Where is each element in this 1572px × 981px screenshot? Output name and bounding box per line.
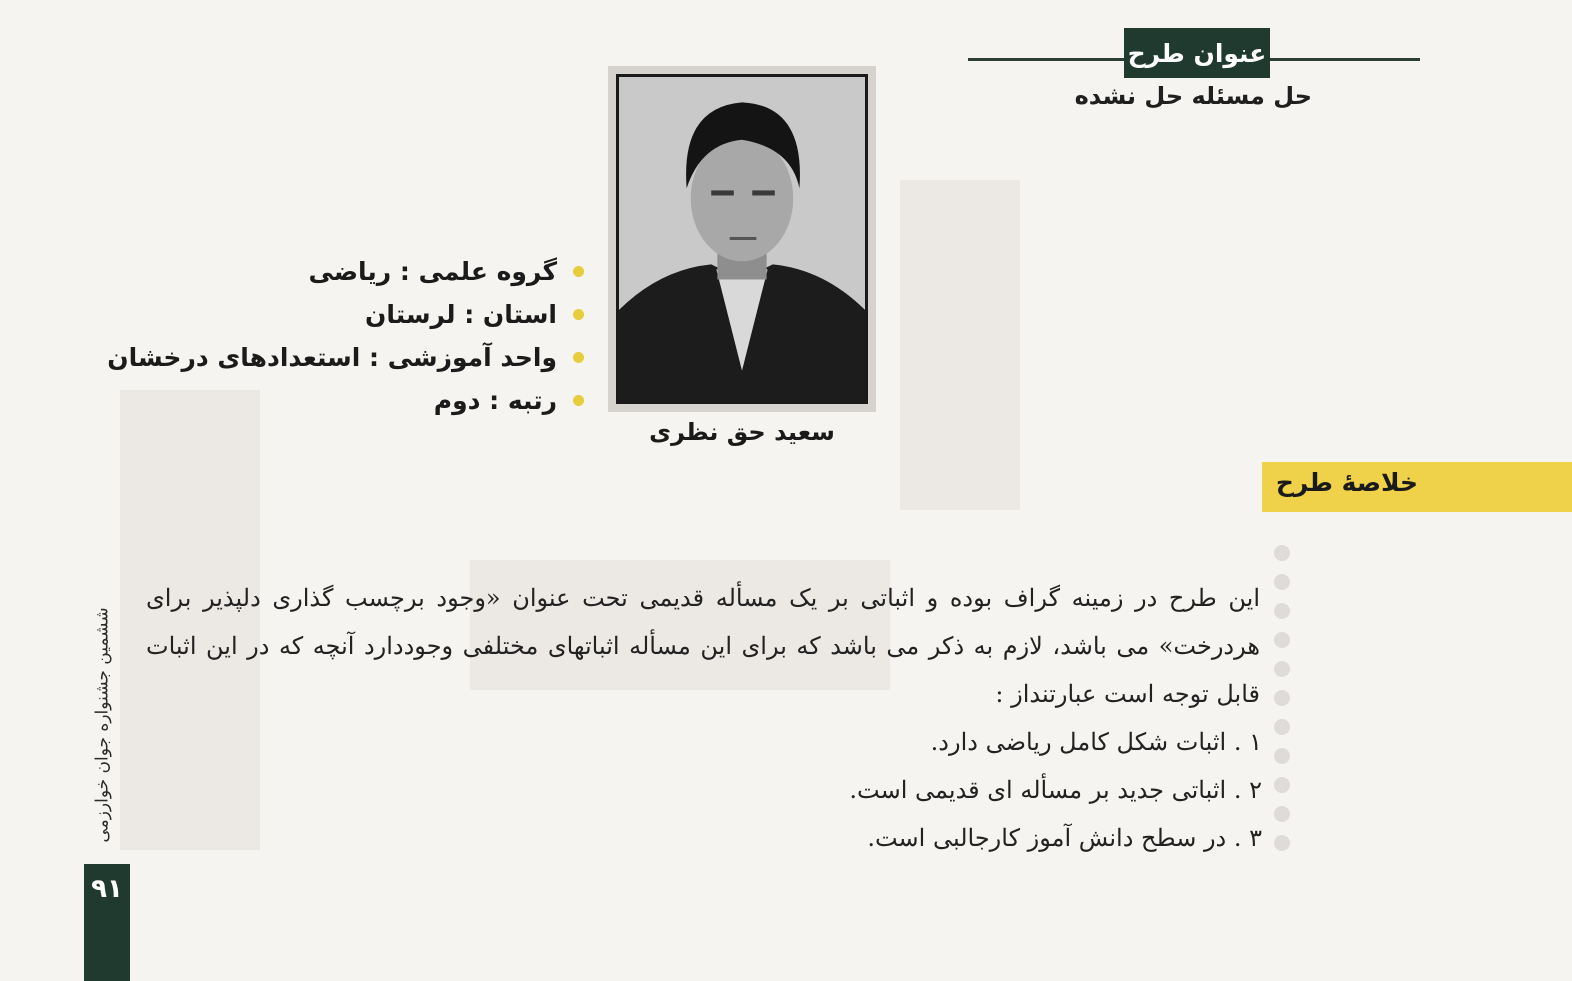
title-label: عنوان طرح (1124, 28, 1270, 78)
student-details-list (107, 250, 584, 422)
detail-text: رتبه : دوم (433, 386, 557, 415)
summary-point: ۱ . اثبات شکل کامل ریاضی دارد. (930, 728, 1262, 756)
print-through-shade (900, 180, 1020, 510)
bullet-icon (573, 395, 584, 406)
project-subject: حل مسئله حل نشده (1074, 82, 1312, 110)
detail-text: استان : لرستان (365, 300, 557, 329)
decorative-dots (1274, 545, 1292, 864)
detail-text: واحد آموزشی : استعدادهای درخشان (107, 343, 557, 372)
student-photo-frame (608, 66, 876, 412)
summary-paragraph: این طرح در زمینه گراف بوده و اثباتی بر یک مسأله قدیمی تحت عنوان «وجود برچسب گذاری دلپذیر برای هردرخت» می باشد، لازم به ذکر می باشد که برای این مسأله اثباتهای مختلفی وجوددارد آنچه که در این اثبات قابل توجه است عبارتنداز : (146, 584, 1261, 708)
summary-point: ۲ . اثباتی جدید بر مسأله ای قدیمی است. (849, 776, 1262, 804)
detail-item (107, 379, 584, 422)
portrait-photo (616, 74, 868, 404)
detail-text: گروه علمی : ریاضی (308, 257, 557, 286)
portrait-icon (619, 77, 865, 401)
bullet-icon (573, 266, 584, 277)
detail-item (107, 336, 584, 379)
bullet-icon (573, 352, 584, 363)
page-number: ۹۱ (84, 864, 130, 981)
student-name: سعید حق نظری (649, 418, 835, 446)
detail-item (107, 250, 584, 293)
bullet-icon (573, 309, 584, 320)
summary-heading: خلاصهٔ طرح (1275, 468, 1418, 497)
side-running-title (86, 590, 120, 860)
summary-point: ۳ . در سطح دانش آموز کارجالبی است. (867, 824, 1262, 852)
summary-body (146, 574, 1260, 718)
side-running-title-text: ششمین جشنواره جوان خوارزمی (93, 607, 113, 843)
summary-points-list (849, 718, 1262, 862)
detail-item (107, 293, 584, 336)
